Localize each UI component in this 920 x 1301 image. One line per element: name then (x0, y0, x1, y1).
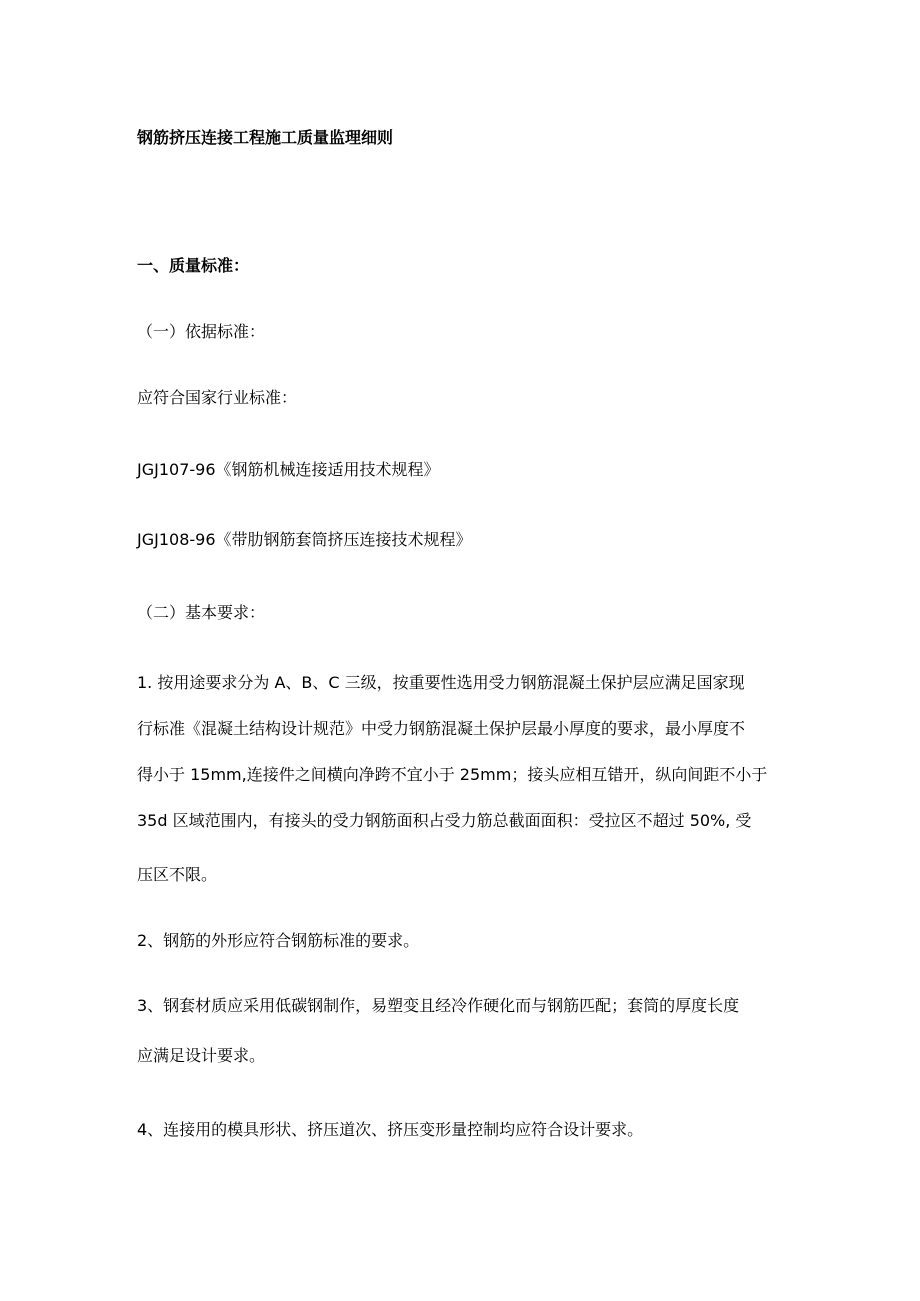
requirement-1-line-4: 35d 区域范围内，有接头的受力钢筋面积占受力筋总截面面积：受拉区不超过 50%, 受 (137, 811, 752, 830)
requirement-1-line-2: 行标准《混凝土结构设计规范》中受力钢筋混凝土保护层最小厚度的要求，最小厚度不 (137, 719, 746, 738)
requirement-3-line-1: 3、钢套材质应采用低碳钢制作，易塑变且经冷作硬化而与钢筋匹配；套筒的厚度长度 (137, 996, 740, 1015)
document-title: 钢筋挤压连接工程施工质量监理细则 (137, 128, 394, 147)
subsection-heading-basic-requirements: （二）基本要求： (137, 603, 266, 622)
requirement-4: 4、连接用的模具形状、挤压道次、挤压变形量控制均应符合设计要求。 (137, 1120, 644, 1139)
subsection-heading-basis-standards: （一）依据标准： (137, 322, 266, 341)
standard-reference-jgj107: JGJ107-96《钢筋机械连接适用技术规程》 (137, 460, 440, 479)
standard-reference-jgj108: JGJ108-96《带肋钢筋套筒挤压连接技术规程》 (137, 530, 472, 549)
requirement-2: 2、钢筋的外形应符合钢筋标准的要求。 (137, 931, 420, 950)
requirement-1-line-3: 得小于 15mm,连接件之间横向净跨不宜小于 25mm；接头应相互错开，纵向间距不小于 (137, 765, 768, 784)
section-heading-quality-standards: 一、质量标准： (137, 256, 250, 275)
standards-intro-text: 应符合国家行业标准： (137, 388, 298, 407)
requirement-1-line-1: 1. 按用途要求分为 A、B、C 三级，按重要性选用受力钢筋混凝土保护层应满足国家现 (137, 673, 745, 692)
requirement-1-line-5: 压区不限。 (137, 865, 218, 884)
requirement-3-line-2: 应满足设计要求。 (137, 1046, 266, 1065)
